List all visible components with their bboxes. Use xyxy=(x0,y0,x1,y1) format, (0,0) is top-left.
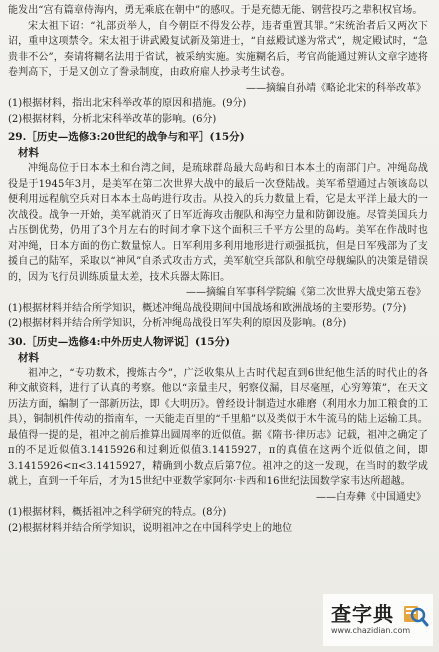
q28-sub2: (2)根据材料，分析北宋科举改革的影响。(6分) xyxy=(8,113,217,125)
page-content xyxy=(8,3,428,536)
q30-material-label: 材料 xyxy=(18,351,39,364)
q28-line1: 能发出“宫有篇章侍海内，勇无乘底在朝中”的感叹。于是充德无能、钢营投巧之辈积权官场。 xyxy=(8,5,423,16)
q30-sub2: (2)根据材料并结合所学知识，说明祖冲之在中国科学史上的地位 xyxy=(8,522,293,534)
magnifier-book-icon xyxy=(401,600,429,628)
site-watermark xyxy=(323,594,433,646)
q28-sub1: (1)根据材料，指出北宋科举改革的原因和措施。(9分) xyxy=(8,98,247,109)
q29-sub1: (1)根据材料并结合所学知识，概述冲绳岛战役期间中国战场和欧洲战场的主要形势。(7分) xyxy=(8,302,407,314)
q29-heading: 29.［历史—选修3:20世纪的战争与和平］(15分) xyxy=(8,131,245,143)
watermark-name: 查字典 xyxy=(331,602,394,626)
q29-sub2: (2)根据材料并结合所学知识，分析冲绳岛战役日军失利的原因及影响。(8分) xyxy=(8,318,347,329)
q30-paragraph: 祖冲之，“专功数术，搜炼古今”，广泛收集从上古时代起直到6世纪他生活的时代止的各种文献资料，进行了认真的考察。他以“亲量圭尺，躬察仪漏，目尽毫厘，心穷筹策”，在天文历法方面，编制了一部新历法，即《大明历》。曾经设计制造过水碓磨（利用水力加工粮食的工具），铜制机件传动的指南车，一天能走百里的“千里船”以及类似于木牛流马的陆上运输工具。最值得一提的是，祖冲之前后推算出圆周率的近似值。据《隋书·律历志》记载，祖冲之确定了π的不足近似值3.1415926和过剩近似值3.1415927，π的真值在这两个近似值之间，即3.1415926<π<3.1415927，精确到小数点后第7位。祖冲之的这一发现，在当时的数学成就上，直到一千年后，才为15世纪中亚数学家阿尔·卡西和16世纪法国数学家韦达所超越。 xyxy=(8,367,428,487)
q29-source: ——摘编自军事科学院编《第二次世界大战史第五卷》 xyxy=(186,287,426,298)
q30-heading: 30.［历史—选修4:中外历史人物评说］(15分) xyxy=(8,335,230,348)
q30-source: ——白寿彝《中国通史》 xyxy=(316,491,426,503)
q29-material-label: 材料 xyxy=(18,147,39,159)
q28-source: ——摘编自孙靖《略论北宋的科举改革》 xyxy=(246,82,426,94)
q28-paragraph: 宋太祖下诏：“礼部贡举人，自今朝臣不得发公荐，违者重置其罪。”宋统治者后又两次下诏，重申这项禁令。宋太祖于讲武殿复试新及第进士，“自兹殿试遂为常式”，规定殿试时，“急贵非不公”，奏请将糊名法用于省试，被采纳实施。实施糊名后，考官尚能通过辨认文章字迹将卷判高下，于是又创立了誊录制度，由政府雇人抄录考生试卷。 xyxy=(8,20,428,78)
watermark-url: www.chazidian.com xyxy=(331,626,411,635)
q30-sub1: (1)根据材料，概括祖冲之科学研究的特点。(8分) xyxy=(8,507,227,518)
q29-paragraph: 冲绳岛位于日本本土和台湾之间，是琉球群岛最大岛屿和日本本土的南部门户。冲绳岛战役是于1945年3月，是美军在第二次世界大战中的最后一次登陆战。美军希望通过占领该岛以便利用远程航空兵对日本本土岛屿进行攻击。从投入的兵力数量上看，它是太平洋上最大的一次战役。战争一开始，美军就消灭了日军近海攻击舰队和海空力量和防御设施。尽管美国兵力占压倒优势，仍用了3个月左右的时间才拿下这个面积三千平方公里的岛屿。美军在作战时也对冲绳，日本方面的伤亡数量惊人。日军利用多利用地形进行顽强抵抗，但是日军残部为了支援自己的陆军，采取以“神风”自杀式攻击方式，美军航空兵部队和航空母舰编队的决策是错误的，因为飞行员训练质量太差，技术兵器太陈旧。 xyxy=(8,163,428,283)
